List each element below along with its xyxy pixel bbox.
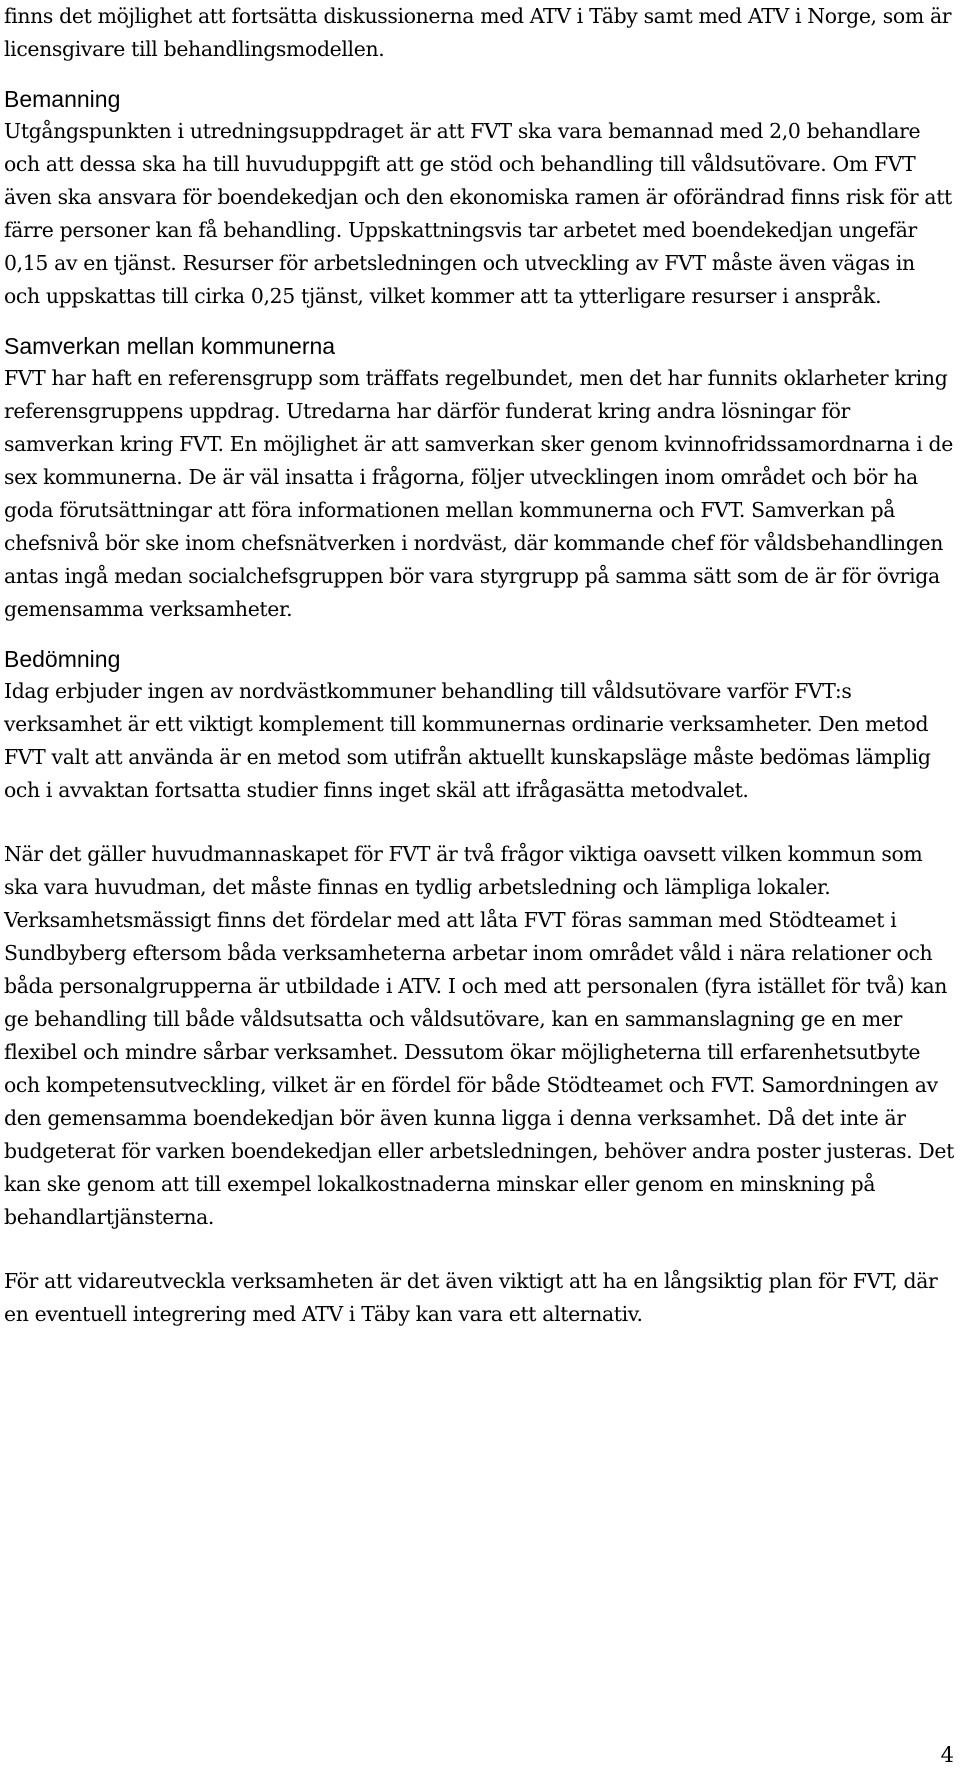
- paragraph-samverkan: FVT har haft en referensgrupp som träffats regelbundet, men det har funnits oklarheter kring referensgruppens uppdrag. Utredarna har därför funderat kring andra lösningar för samverkan kring FVT. En möjlighet är att samverkan sker genom kvinnofridssamordnarna i de sex kommunerna. De är väl insatta i frågorna, följer utvecklingen inom området och bör ha goda förutsättningar att föra informationen mellan kommunerna och FVT. Samverkan på chefsnivå bör ske inom chefsnätverken i nordväst, där kommande chef för våldsbehandlingen antas ingå medan socialchefsgruppen bör vara styrgrupp på samma sätt som de är för övriga gemensamma verksamheter.: [4, 366, 953, 621]
- heading-bemanning: Bemanning: [4, 86, 121, 112]
- paragraph-bedomning-1: Idag erbjuder ingen av nordvästkommuner behandling till våldsutövare varför FVT:s verksamhet är ett viktigt komplement till kommunernas ordinarie verksamheter. Den metod FVT valt att använda är en metod som utifrån aktuellt kunskapsläge måste bedömas lämplig och i avvaktan fortsatta studier finns inget skäl att ifrågasätta metodvalet.: [4, 679, 931, 802]
- intro-paragraph: finns det möjlighet att fortsätta diskussionerna med ATV i Täby samt med ATV i Norge, som är licensgivare till behandlingsmodellen.: [4, 4, 952, 61]
- heading-samverkan: Samverkan mellan kommunerna: [4, 333, 336, 359]
- heading-bedomning: Bedömning: [4, 646, 121, 672]
- paragraph-bedomning-2: När det gäller huvudmannaskapet för FVT är två frågor viktiga oavsett vilken kommun som ska vara huvudman, det måste finnas en tydlig arbetsledning och lämpliga lokaler. Verksamhetsmässigt finns det fördelar med att låta FVT föras samman med Stödteamet i Sundbyberg eftersom båda verksamheterna arbetar inom området våld i nära relationer och båda personalgrupperna är utbildade i ATV. I och med att personalen (fyra istället för två) kan ge behandling till både våldsutsatta och våldsutövare, kan en sammanslagning ge en mer flexibel och mindre sårbar verksamhet. Dessutom ökar möjligheterna till erfarenhetsutbyte och kompetensutveckling, vilket är en fördel för både Stödteamet och FVT. Samordningen av den gemensamma boendekedjan bör även kunna ligga i denna verksamhet. Då det inte är budgeterat för varken boendekedjan eller arbetsledningen, behöver andra poster justeras. Det kan ske genom att till exempel lokalkostnaderna minskar eller genom en minskning på behandlartjänsterna.: [4, 842, 954, 1229]
- page-number: 4: [940, 1743, 954, 1767]
- paragraph-bemanning: Utgångspunkten i utredningsuppdraget är att FVT ska vara bemannad med 2,0 behandlare och att dessa ska ha till huvuduppgift att ge stöd och behandling till våldsutövare. Om FVT även ska ansvara för boendekedjan och den ekonomiska ramen är oförändrad finns risk för att färre personer kan få behandling. Uppskattningsvis tar arbetet med boendekedjan ungefär 0,15 av en tjänst. Resurser för arbetsledningen och utveckling av FVT måste även vägas in och uppskattas till cirka 0,25 tjänst, vilket kommer att ta ytterligare resurser i anspråk.: [4, 119, 952, 308]
- document-page: [4, 0, 954, 1331]
- paragraph-bedomning-3: För att vidareutveckla verksamheten är det även viktigt att ha en långsiktig plan för FVT, där en eventuell integrering med ATV i Täby kan vara ett alternativ.: [4, 1269, 938, 1326]
